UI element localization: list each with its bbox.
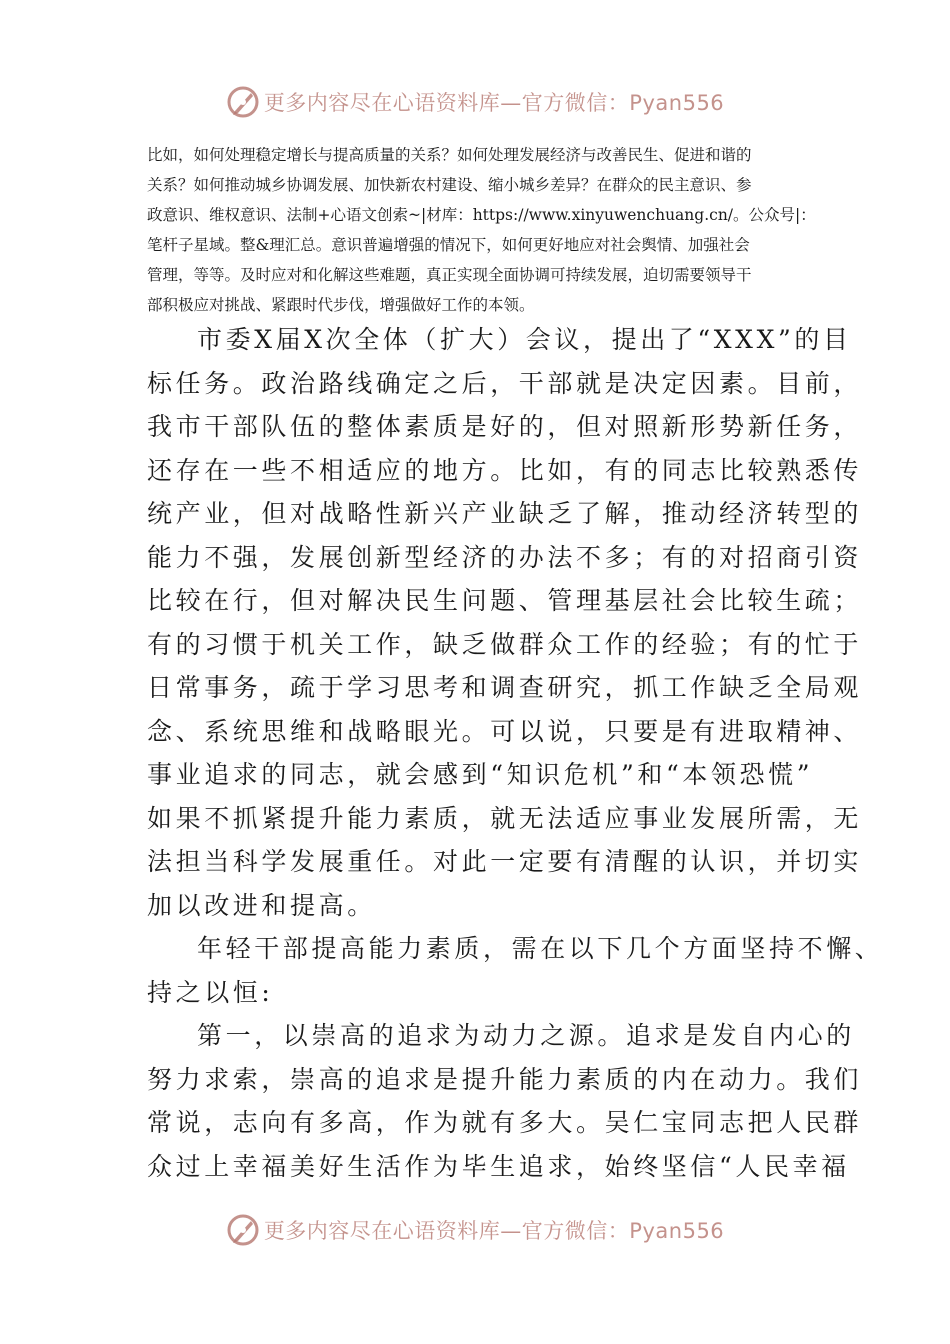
body-line: 比较在行，但对解决民生问题、管理基层社会比较生疏； <box>147 586 863 615</box>
main-body-text <box>147 318 884 1188</box>
intro-line: 管理，等等。及时应对和化解这些难题，真正实现全面协调可持续发展，迫切需要领导干 <box>147 266 752 284</box>
body-line: 如果不抓紧提升能力素质，就无法适应事业发展所需，无 <box>147 803 863 833</box>
body-line: 日常事务，疏于学习思考和调查研究，抓工作缺乏全局观 <box>147 673 863 702</box>
body-line: 加以改进和提高。 <box>147 890 376 920</box>
body-line: 标任务。政治路线确定之后，干部就是决定因素。目前， <box>147 368 863 398</box>
body-line: 我市干部队伍的整体素质是好的，但对照新形势新任务， <box>147 412 863 441</box>
body-line: 法担当科学发展重任。对此一定要有清醒的认识，并切实 <box>147 847 863 876</box>
body-line: 市委X届X次全体（扩大）会议，提出了“XXX”的目 <box>197 325 852 354</box>
pen-quill-logo-icon <box>226 1213 260 1247</box>
intro-line: 部积极应对挑战、紧跟时代步伐，增强做好工作的本领。 <box>147 296 535 314</box>
body-line: 努力求索，崇高的追求是提升能力素质的内在动力。我们 <box>147 1064 863 1094</box>
body-line: 众过上幸福美好生活作为毕生追求，始终坚信“人民幸福 <box>147 1151 850 1181</box>
body-line: 念、系统思维和战略眼光。可以说，只要是有进取精神、 <box>147 716 863 746</box>
body-line: 年轻干部提高能力素质，需在以下几个方面坚持不懈、 <box>197 934 884 963</box>
intro-line: 笔杆子星域。整&理汇总。意识普遍增强的情况下，如何更好地应对社会舆情、加强社会 <box>147 236 750 254</box>
body-line: 第一，以崇高的追求为动力之源。追求是发自内心的 <box>197 1021 855 1050</box>
footer-banner <box>0 1210 950 1250</box>
body-line: 常说，志向有多高，作为就有多大。吴仁宝同志把人民群 <box>147 1108 863 1137</box>
intro-line: 关系？如何推动城乡协调发展、加快新农村建设、缩小城乡差异？在群众的民主意识、参 <box>147 176 752 194</box>
body-line: 能力不强，发展创新型经济的办法不多；有的对招商引资 <box>147 542 863 572</box>
body-line: 还存在一些不相适应的地方。比如，有的同志比较熟悉传 <box>147 455 863 485</box>
body-line: 持之以恒: <box>147 977 274 1007</box>
header-banner <box>0 82 950 122</box>
intro-paragraph <box>147 140 819 320</box>
footer-banner-text: 更多内容尽在心语资料库—官方微信：Pyan556 <box>263 1219 725 1243</box>
intro-line: 政意识、维权意识、法制+心语文创索~|材库：https://www.xinyuwenchuang.cn/。公众号|： <box>147 206 816 224</box>
header-banner-text: 更多内容尽在心语资料库—官方微信：Pyan556 <box>263 91 725 115</box>
pen-quill-logo-icon <box>226 85 260 119</box>
body-line: 事业追求的同志，就会感到“知识危机”和“本领恐慌” <box>147 760 814 789</box>
body-line: 统产业，但对战略性新兴产业缺乏了解，推动经济转型的 <box>147 499 863 528</box>
body-line: 有的习惯于机关工作，缺乏做群众工作的经验；有的忙于 <box>147 629 863 659</box>
intro-line: 比如，如何处理稳定增长与提高质量的关系？如何处理发展经济与改善民生、促进和谐的 <box>147 146 752 164</box>
